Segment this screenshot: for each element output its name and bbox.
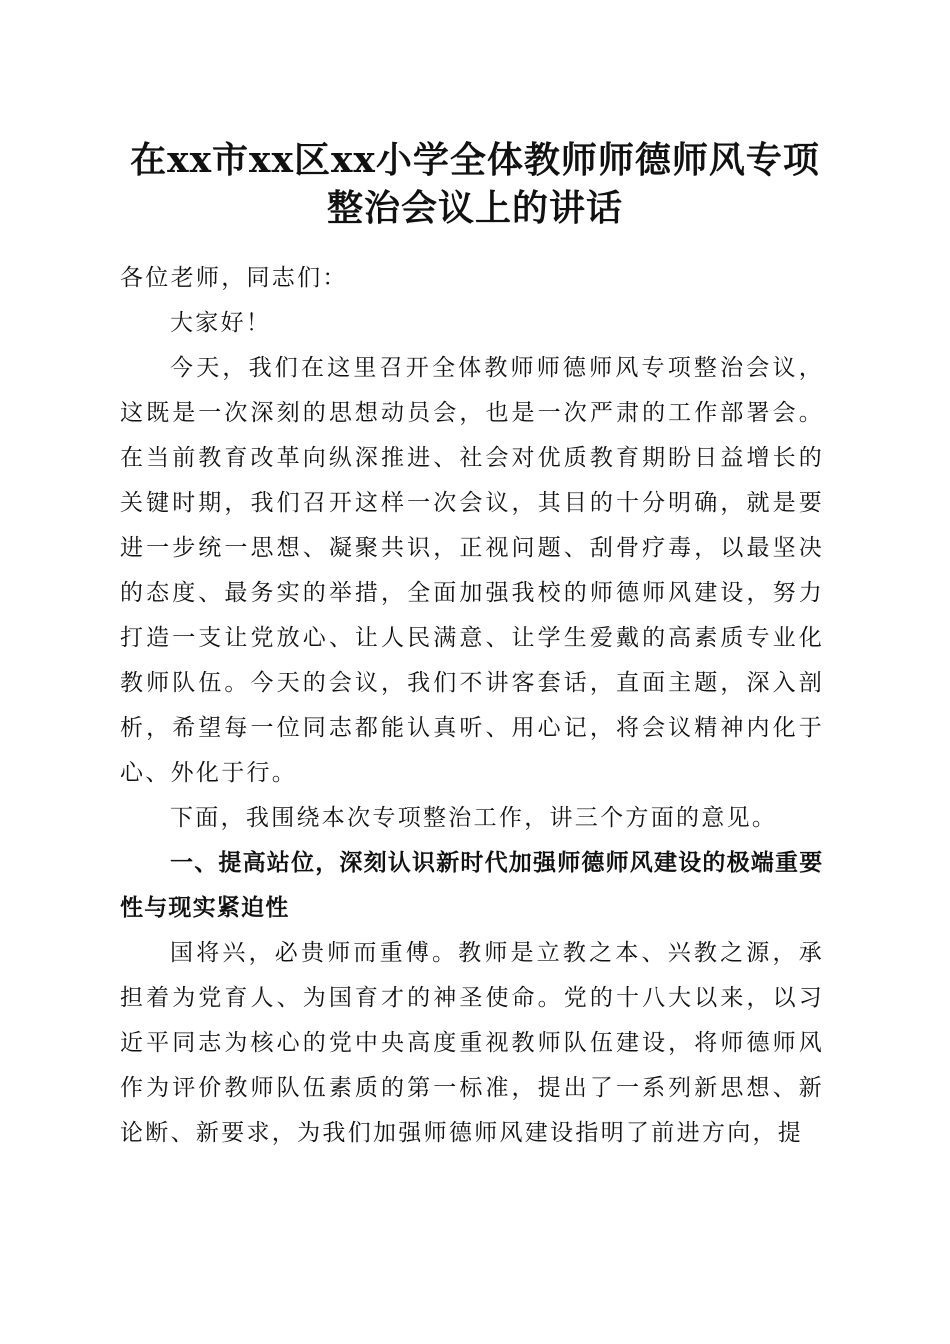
section-heading-1: 一、提高站位，深刻认识新时代加强师德师风建设的极端重要性与现实紧迫性 — [120, 850, 824, 921]
salutation: 各位老师，同志们： — [120, 265, 348, 291]
paragraph-section-1: 国将兴，必贵师而重傅。教师是立教之本、兴教之源，承担着为党育人、为国育才的神圣使命。党的十八大以来，以习近平同志为核心的党中央高度重视教师队伍建设，将师德师风作为评价教师队伍素质的第一标准，提出了一系列新思想、新论断、新要求，为我们加强师德师风建设指明了前进方向，提 — [120, 940, 824, 1146]
document-body — [120, 256, 824, 1156]
document-title-line-2: 整治会议上的讲话 — [326, 187, 623, 229]
document-title-line-1: 在xx市xx区xx小学全体教师师德师风专项 — [130, 139, 820, 181]
paragraph-opening: 今天，我们在这里召开全体教师师德师风专项整治会议，这既是一次深刻的思想动员会，也是一次严肃的工作部署会。在当前教育改革向纵深推进、社会对优质教育期盼日益增长的关键时期，我们召开这样一次会议，其目的十分明确，就是要进一步统一思想、凝聚共识，正视问题、刮骨疗毒，以最坚决的态度、最务实的举措，全面加强我校的师德师风建设，努力打造一支让党放心、让人民满意、让学生爱戴的高素质专业化教师队伍。今天的会议，我们不讲客套话，直面主题，深入剖析，希望每一位同志都能认真听、用心记，将会议精神内化于心、外化于行。 — [120, 355, 824, 786]
greeting: 大家好！ — [170, 310, 272, 336]
paragraph-outline: 下面，我围绕本次专项整治工作，讲三个方面的意见。 — [170, 805, 778, 831]
